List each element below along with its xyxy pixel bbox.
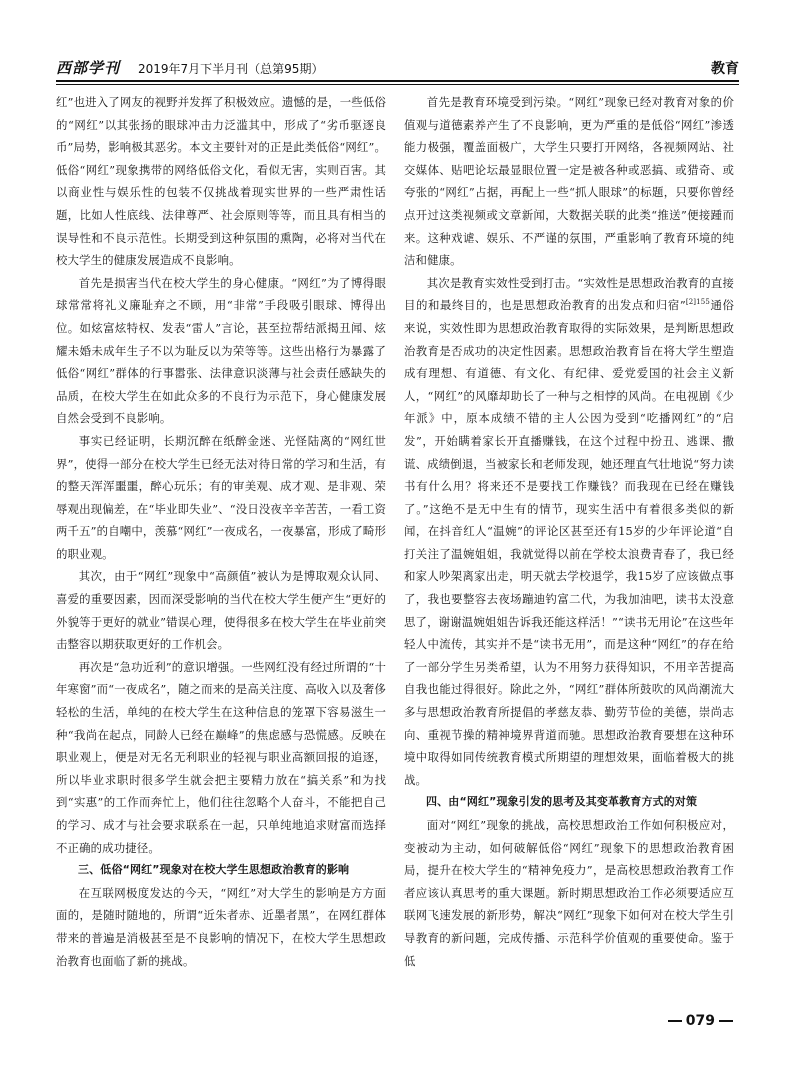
citation-ref: [2]155 xyxy=(685,298,710,307)
dash-icon xyxy=(668,1020,682,1022)
section-heading: 四、由“网红”现象引发的思考及其变革教育方式的对策 xyxy=(426,795,698,809)
paragraph: 其次，由于“网红”现象中“高颜值”被认为是博取观众认同、喜爱的重要因素，因而深受影响的当代在校大学生便产生“更好的外貌等于更好的就业”错误心理，使得很多在校大学生在毕业前突击整容以期获取更好的工作机会。 xyxy=(56,569,386,652)
left-column xyxy=(56,91,386,972)
issue-info: 2019年7月下半月刊（总第95期） xyxy=(138,62,324,76)
section-name: 教育 xyxy=(711,61,739,77)
paragraph-text: 通俗来说，实效性即为思想政治教育取得的实际效果，是判断思想政治教育是否成功的决定性因素。思想政治教育旨在将大学生塑造成有理想、有道德、有文化、有纪律、爱党爱国的社会主义新人，“网红”的风靡却助长了一种与之相悖的风尚。在电视剧《少年派》中，原本成绩不错的主人公因为受到“吃播网红”的“启发”，开始瞒着家长开直播赚钱，在这个过程中扮丑、逃课、撒谎、成绩倒退，当被家长和老师发现，她还理直气壮地说“努力读书有什么用？将来还不是要找工作赚钱？而我现在已经在赚钱了。”这绝不是无中生有的情节，现实生活中有着很多类似的新闻，在抖音红人“温婉”的评论区甚至还有15岁的少年评论道“自打关注了温婉姐姐，我就觉得以前在学校太浪费青春了，我已经和家人吵架离家出走，明天就去学校退学，我15岁了应该做点事了，我也要整容去夜场蹦迪钓富二代，为我加油吧，读书太没意思了，谢谢温婉姐姐告诉我还能这样活！”“读书无用论”在这些年轻人中流传，其实并不是“读书无用”，而是这种“网红”的存在给了一部分学生另类希望，认为不用努力获得知识，不用辛苦提高自我也能过得很好。除此之外，“网红”群体所鼓吹的风尚潮流大多与思想政治教育所提倡的孝慈友恭、勤劳节俭的美德，崇尚志向、重视节操的精神境界背道而驰。思想政治教育要想在这种环境中取得如同传统教育模式所期望的理想效果，面临着极大的挑战。 xyxy=(404,298,734,787)
page-number xyxy=(664,1013,737,1029)
header-rule-thin xyxy=(56,84,739,85)
page-number-text: 079 xyxy=(685,1013,715,1029)
paragraph xyxy=(404,272,734,792)
section-heading: 三、低俗“网红”现象对在校大学生思想政治教育的影响 xyxy=(78,863,350,877)
paragraph-text: 其次是教育实效性受到打击。“实效性是思想政治教育的直接目的和最终目的，也是思想政治教育的出发点和归宿” xyxy=(404,275,734,313)
journal-logo: 西部学刊 xyxy=(56,59,121,77)
paragraph: 红”也进入了网友的视野并发挥了积极效应。遗憾的是，一些低俗的“网红”以其张扬的眼球冲击力泛滥其中，形成了“劣币驱逐良币”局势，影响极其恶劣。本文主要针对的正是此类低俗“网红”。低俗“网红”现象携带的网络低俗文化，看似无害，实则百害。其以商业性与娱乐性的包装不仅挑战着现实世界的一些严肃性话题，比如人性底线、法律尊严、社会原则等等，而且具有相当的误导性和不良示范性。长期受到这种氛围的熏陶，必将对当代在校大学生的健康发展造成不良影响。 xyxy=(56,95,386,268)
paragraph: 首先是教育环境受到污染。“网红”现象已经对教育对象的价值观与道德素养产生了不良影响，更为严重的是低俗“网红”渗透能力极强，覆盖面极广，大学生只要打开网络，各视频网站、社交媒体、贴吧论坛最显眼位置一定是被各种或恶搞、或猎奇、或夸张的“网红”占据，再配上一些“抓人眼球”的标题，只要你曾经点开过这类视频或文章新闻，大数据关联的此类“推送”便接踵而来。这种戏谑、娱乐、不严谨的氛围，严重影响了教育环境的纯洁和健康。 xyxy=(404,95,734,268)
paragraph: 事实已经证明，长期沉醉在纸醉金迷、光怪陆离的“网红世界”，使得一部分在校大学生已经无法对待日常的学习和生活，有的整天浑浑噩噩，醉心玩乐；有的审美观、成才观、是非观、荣辱观出现偏差，在“毕业即失业”、“没日没夜辛辛苦苦，一看工资两千五”的自嘲中，羡慕“网红”一夜成名，一夜暴富，形成了畸形的职业观。 xyxy=(56,433,386,561)
paragraph: 面对“网红”现象的挑战，高校思想政治工作如何积极应对，变被动为主动，如何破解低俗“网红”现象下的思想政治教育困局，提升在校大学生的“精神免疫力”，是高校思想政治教育工作者应该认真思考的重大课题。新时期思想政治工作必须要适应互联网飞速发展的新形势，解决“网红”现象下如何对在校大学生引导教育的新问题，完成传播、示范科学价值观的重要使命。鉴于低 xyxy=(404,818,734,968)
paragraph: 在互联网极度发达的今天，“网红”对大学生的影响是方方面面的，是随时随地的，所谓“近朱者赤、近墨者黑”，在网红群体带来的普遍是消极甚至是不良影响的情况下，在校大学生思想政治教育也面临了新的挑战。 xyxy=(56,885,386,968)
page-header xyxy=(56,56,739,80)
dash-icon xyxy=(719,1020,733,1022)
header-rule xyxy=(56,80,739,82)
right-column xyxy=(404,91,734,972)
paragraph: 再次是“急功近利”的意识增强。一些网红没有经过所谓的“十年寒窗”而“一夜成名”，随之而来的是高关注度、高收入以及奢侈轻松的生活，单纯的在校大学生在这种信息的笼罩下容易滋生一种“我尚在起点，同龄人已经在巅峰”的焦虑感与恐慌感。反映在职业观上，便是对无名无利职业的轻视与职业高额回报的追逐，所以毕业求职时很多学生就会把主要精力放在“搞关系”和为找到“实惠”的工作而奔忙上，他们往往忽略个人奋斗，不能把自己的学习、成才与社会要求联系在一起，只单纯地追求财富而选择不正确的成功捷径。 xyxy=(56,659,386,855)
paragraph: 首先是损害当代在校大学生的身心健康。“网红”为了博得眼球常常将礼义廉耻弃之不顾，用“非常”手段吸引眼球、博得出位。如炫富炫特权、发表“雷人”言论，甚至拉帮结派揭丑闻、炫耀未婚未成年生子不以为耻反以为荣等等。这些出格行为暴露了低俗“网红”群体的行事嚣张、法律意识淡薄与社会责任感缺失的品质，在校大学生在如此众多的不良行为示范下，身心健康发展自然会受到不良影响。 xyxy=(56,275,386,426)
